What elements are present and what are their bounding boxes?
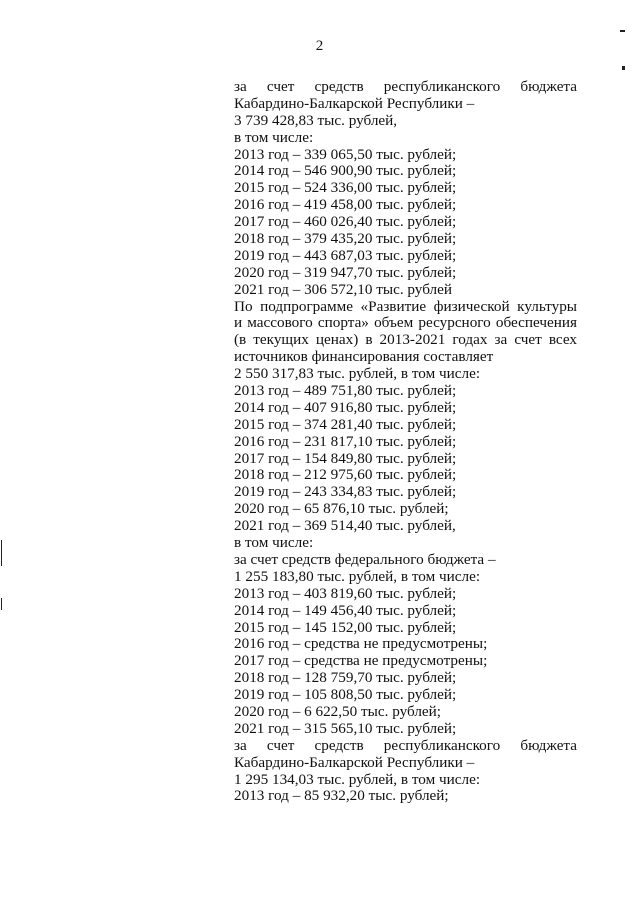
text-line: 3 739 428,83 тыс. рублей, bbox=[234, 111, 398, 129]
text-line: 2013 год – 489 751,80 тыс. рублей; bbox=[234, 382, 457, 400]
text-line: 2014 год – 149 456,40 тыс. рублей; bbox=[234, 601, 457, 619]
text-line: 2018 год – 379 435,20 тыс. рублей; bbox=[234, 230, 457, 248]
text-line: 2015 год – 374 281,40 тыс. рублей; bbox=[234, 415, 457, 433]
scan-mark-top-right bbox=[620, 30, 625, 32]
text-line: (в текущих ценах) в 2013-2021 годах за счет всех bbox=[234, 331, 577, 349]
text-line: 2020 год – 6 622,50 тыс. рублей; bbox=[234, 702, 442, 720]
text-line: 2018 год – 128 759,70 тыс. рублей; bbox=[234, 669, 457, 687]
text-line: По подпрограмме «Развитие физической культуры bbox=[234, 297, 577, 315]
text-line: 1 295 134,03 тыс. рублей, в том числе: bbox=[234, 770, 481, 788]
text-line: 2019 год – 105 808,50 тыс. рублей; bbox=[234, 686, 457, 704]
text-line: за счет средств федерального бюджета – bbox=[234, 550, 496, 568]
text-line: 2016 год – средства не предусмотрены; bbox=[234, 635, 488, 653]
text-line: 2017 год – средства не предусмотрены; bbox=[234, 652, 488, 670]
text-line: 2016 год – 419 458,00 тыс. рублей; bbox=[234, 196, 457, 214]
document-body bbox=[234, 79, 577, 805]
text-line: 1 255 183,80 тыс. рублей, в том числе: bbox=[234, 567, 481, 585]
text-line: и массового спорта» объем ресурсного обеспечения bbox=[234, 314, 577, 332]
text-line: источников финансирования составляет bbox=[234, 348, 494, 366]
text-line: Кабардино-Балкарской Республики – bbox=[234, 753, 475, 771]
text-line: 2013 год – 403 819,60 тыс. рублей; bbox=[234, 584, 457, 602]
text-line: 2017 год – 460 026,40 тыс. рублей; bbox=[234, 213, 457, 231]
text-line: 2015 год – 145 152,00 тыс. рублей; bbox=[234, 618, 457, 636]
text-line: 2017 год – 154 849,80 тыс. рублей; bbox=[234, 449, 457, 467]
scan-mark-left-1 bbox=[1, 540, 2, 566]
text-line: 2015 год – 524 336,00 тыс. рублей; bbox=[234, 179, 457, 197]
text-line: 2014 год – 546 900,90 тыс. рублей; bbox=[234, 162, 457, 180]
text-line: 2021 год – 369 514,40 тыс. рублей, bbox=[234, 517, 456, 535]
text-line: 2019 год – 443 687,03 тыс. рублей; bbox=[234, 246, 457, 264]
text-line: 2020 год – 65 876,10 тыс. рублей; bbox=[234, 500, 449, 518]
text-line: 2018 год – 212 975,60 тыс. рублей; bbox=[234, 466, 457, 484]
text-line: за счет средств республиканского бюджета bbox=[234, 736, 577, 754]
text-line: 2014 год – 407 916,80 тыс. рублей; bbox=[234, 398, 457, 416]
page-number: 2 bbox=[315, 38, 324, 54]
text-line: 2019 год – 243 334,83 тыс. рублей; bbox=[234, 483, 457, 501]
scan-mark-right bbox=[622, 66, 625, 70]
text-line: за счет средств республиканского бюджета bbox=[234, 78, 577, 95]
text-line: 2020 год – 319 947,70 тыс. рублей; bbox=[234, 263, 457, 281]
scan-mark-left-2 bbox=[1, 598, 2, 610]
text-line: 2021 год – 306 572,10 тыс. рублей bbox=[234, 280, 452, 298]
text-line: 2016 год – 231 817,10 тыс. рублей; bbox=[234, 432, 457, 450]
text-line: 2 550 317,83 тыс. рублей, в том числе: bbox=[234, 365, 481, 383]
text-line: 2013 год – 85 932,20 тыс. рублей; bbox=[234, 787, 449, 805]
text-line: в том числе: bbox=[234, 128, 314, 146]
text-line: в том числе: bbox=[234, 534, 314, 552]
text-line: 2021 год – 315 565,10 тыс. рублей; bbox=[234, 719, 457, 737]
text-line: 2013 год – 339 065,50 тыс. рублей; bbox=[234, 145, 457, 163]
text-line: Кабардино-Балкарской Республики – bbox=[234, 94, 475, 112]
